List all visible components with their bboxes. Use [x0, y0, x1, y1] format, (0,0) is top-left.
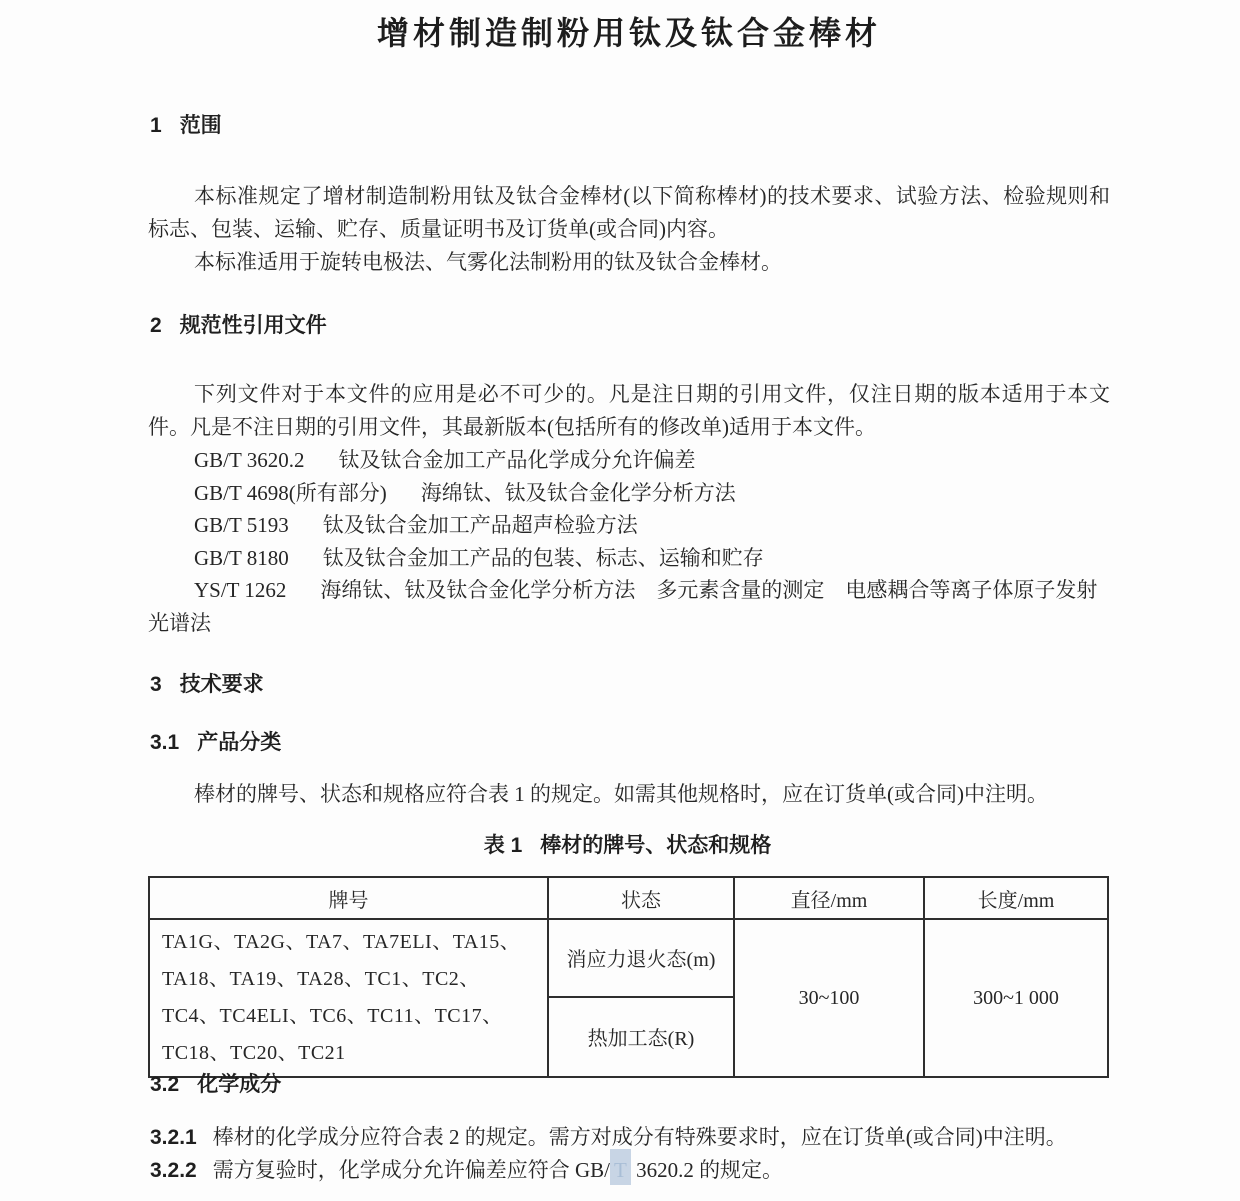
section-3-1-heading	[150, 730, 281, 756]
table-header-diameter: 直径/mm	[734, 877, 924, 919]
reference-item	[148, 542, 1110, 575]
reference-code: GB/T 5193	[194, 513, 289, 538]
section-3-number: 3	[150, 673, 162, 696]
document-title: 增材制造制粉用钛及钛合金棒材	[376, 15, 881, 51]
reference-title: 海绵钛、钛及钛合金化学分析方法	[420, 480, 736, 505]
clause-3-2-2	[150, 1154, 1115, 1187]
table-header-grade: 牌号	[149, 877, 548, 919]
section-3-heading	[150, 672, 264, 698]
table-header-state: 状态	[548, 877, 734, 919]
table-row	[149, 919, 1108, 997]
section-3-2-title: 化学成分	[197, 1073, 282, 1096]
chemistry-clauses	[150, 1121, 1115, 1187]
reference-item	[148, 477, 1110, 510]
reference-title: 钛及钛合金加工产品的包装、标志、运输和贮存	[322, 545, 764, 570]
section-2-heading	[150, 313, 327, 339]
reference-item	[148, 444, 1110, 477]
section-1-heading	[150, 113, 222, 139]
table-header-length: 长度/mm	[924, 877, 1108, 919]
table-cell-grades: TA1G、TA2G、TA7、TA7ELI、TA15、TA18、TA19、TA28、TC1、TC2、TC4、TC4ELI、TC6、TC11、TC17、TC18、TC20、TC21	[149, 919, 548, 1077]
section-1-title: 范围	[179, 114, 222, 137]
reference-code: GB/T 8180	[194, 545, 289, 570]
table-cell-diameter: 30~100	[734, 919, 924, 1077]
scope-paragraph-1: 本标准规定了增材制造制粉用钛及钛合金棒材(以下简称棒材)的技术要求、试验方法、检验规则和标志、包装、运输、贮存、质量证明书及订货单(或合同)内容。	[148, 184, 1110, 241]
reference-item	[148, 509, 1110, 542]
reference-item	[148, 574, 1110, 639]
reference-code: GB/T 3620.2	[194, 448, 305, 472]
table-cell-length: 300~1 000	[924, 919, 1108, 1077]
clause-3-2-1	[150, 1121, 1115, 1154]
table-cell-state-annealed: 消应力退火态(m)	[548, 919, 734, 997]
section-3-1-number: 3.1	[150, 731, 180, 754]
references-intro-paragraph: 下列文件对于本文件的应用是必不可少的。凡是注日期的引用文件，仅注日期的版本适用于本文件。凡是不注日期的引用文件，其最新版本(包括所有的修改单)适用于本文件。	[148, 382, 1110, 439]
clause-3-2-2-highlighted-text: T	[610, 1149, 631, 1185]
table-header-row	[149, 877, 1108, 919]
reference-title: 海绵钛、钛及钛合金化学分析方法 多元素含量的测定 电感耦合等离子体原子发射光谱法	[148, 578, 1098, 635]
table-1-caption	[148, 829, 1107, 859]
section-3-2-heading	[150, 1072, 281, 1098]
clause-3-2-2-text-suffix: 3620.2 的规定。	[630, 1158, 784, 1182]
reference-code: YS/T 1262	[194, 578, 287, 603]
classification-paragraph: 棒材的牌号、状态和规格应符合表 1 的规定。如需其他规格时，应在订货单(或合同)中注明。	[194, 782, 1048, 806]
clause-3-2-1-number: 3.2.1	[150, 1126, 197, 1149]
section-3-2-number: 3.2	[150, 1073, 180, 1096]
table-cell-state-hotworked: 热加工态(R)	[548, 997, 734, 1077]
section-1-number: 1	[150, 114, 162, 137]
clause-3-2-2-text-prefix: 需方复验时，化学成分允许偏差应符合 GB/	[212, 1158, 610, 1182]
clause-3-2-2-number: 3.2.2	[150, 1159, 197, 1182]
section-2-number: 2	[150, 314, 162, 337]
section-3-1-title: 产品分类	[197, 731, 282, 754]
reference-title: 钛及钛合金加工产品超声检验方法	[322, 513, 638, 538]
table-1-grades-states-specs	[148, 876, 1109, 1078]
reference-title: 钛及钛合金加工产品化学成分允许偏差	[338, 448, 696, 472]
section-3-title: 技术要求	[179, 673, 264, 696]
section-2-title: 规范性引用文件	[179, 314, 327, 337]
scope-paragraph-2: 本标准适用于旋转电极法、气雾化法制粉用的钛及钛合金棒材。	[194, 250, 782, 274]
table-1-caption-title: 棒材的牌号、状态和规格	[540, 834, 772, 857]
table-1-caption-label: 表 1	[483, 834, 523, 857]
reference-code: GB/T 4698(所有部分)	[194, 480, 387, 505]
normative-references-list	[148, 444, 1110, 640]
clause-3-2-1-text: 棒材的化学成分应符合表 2 的规定。需方对成分有特殊要求时，应在订货单(或合同)中注明。	[212, 1125, 1067, 1149]
